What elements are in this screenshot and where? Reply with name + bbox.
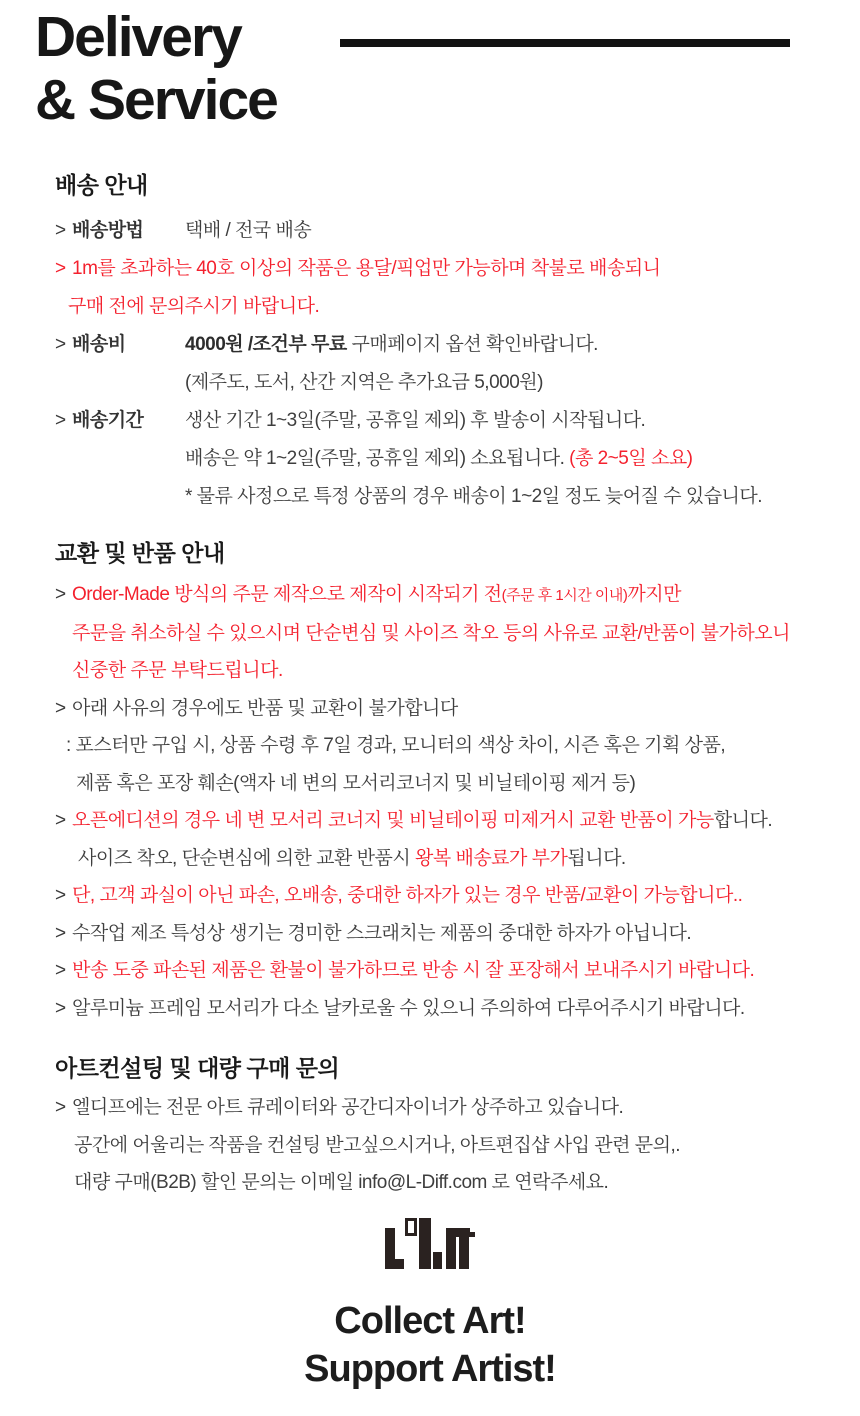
exchange-item-open-edition xyxy=(55,802,820,877)
section-art-consulting xyxy=(55,1053,820,1202)
consulting-text xyxy=(72,1089,820,1202)
shipping-method-row xyxy=(55,212,820,250)
exchange-item6-text: 반송 도중 파손된 제품은 환불이 불가하므로 반송 시 잘 포장해서 보내주시기 바랍니다. xyxy=(72,960,755,981)
logo-block-l-foot xyxy=(385,1259,404,1269)
shipping-fee-line1 xyxy=(185,326,820,364)
exchange-item5-text: 수작업 제조 특성상 생기는 경미한 스크래치는 제품의 중대한 하자가 아닙니다. xyxy=(72,922,692,944)
shipping-period-line2-red: (총 2~5일 소요) xyxy=(569,448,693,469)
logo-block-apostrophe xyxy=(405,1218,417,1236)
consulting-items xyxy=(55,1089,820,1202)
exchange-item-scratch xyxy=(55,915,820,953)
shipping-fee-surcharge: (제주도, 도서, 산간 지역은 추가요금 5,000원) xyxy=(185,372,543,393)
shipping-method-label: 배송방법 xyxy=(72,220,144,241)
bullet: > xyxy=(55,220,66,241)
page-title xyxy=(35,6,860,132)
consulting-line3: 대량 구매(B2B) 할인 문의는 이메일 info@L-Diff.com 로 연락주세요. xyxy=(74,1172,609,1193)
shipping-fee-amount: 4000원 /조건부 무료 xyxy=(185,334,347,355)
consulting-line2: 공간에 어울리는 작품을 컨설팅 받고싶으시거나, 아트편집샵 사입 관련 문의,. xyxy=(74,1134,681,1156)
shipping-period-label: 배송기간 xyxy=(72,410,144,431)
exchange-item7-text: 알루미늄 프레임 모서리가 다소 날카로울 수 있으니 주의하여 다루어주시기 바랍니다. xyxy=(72,997,745,1019)
exchange-item1-small: (주문 후 1시간 이내) xyxy=(501,587,628,604)
exchange-item3-red1: 오픈에디션의 경우 네 변 모서리 코너지 및 비닐테이핑 미제거시 교환 반품이 가능 xyxy=(72,810,714,831)
exchange-item3-black1: 합니다. xyxy=(713,810,773,831)
footer-slogan xyxy=(0,1297,860,1393)
exchange-item-aluminum-frame xyxy=(55,990,820,1028)
exchange-item1-red1: Order-Made 방식의 주문 제작으로 제작이 시작되기 전 xyxy=(72,584,502,605)
l-diff-logo-icon xyxy=(385,1218,475,1269)
exchange-item-no-return-cases xyxy=(55,690,820,803)
logo-block-ff-right-leg xyxy=(459,1228,469,1269)
logo-block-i-dot xyxy=(433,1252,442,1269)
shipping-period-line3: * 물류 사정으로 특정 상품의 경우 배송이 1~2일 정도 늦어질 수 있습니다. xyxy=(185,486,763,507)
shipping-notice-line1: 1m를 초과하는 40호 이상의 작품은 용달/픽업만 가능하며 착불로 배송되니 xyxy=(72,258,661,279)
slogan-line2: Support Artist! xyxy=(304,1347,556,1390)
shipping-heading: 배송 안내 xyxy=(55,172,148,198)
exchange-item3-text xyxy=(72,802,820,877)
exchange-heading: 교환 및 반품 안내 xyxy=(55,540,225,566)
bullet: > xyxy=(55,410,66,431)
exchange-item2-line3: 제품 혹은 포장 훼손(액자 네 변의 모서리코너지 및 비닐테이핑 제거 등) xyxy=(76,772,636,794)
bullet: > xyxy=(55,997,66,1019)
page-title-line2: & Service xyxy=(35,68,277,132)
bullet: > xyxy=(55,697,66,719)
consulting-row xyxy=(55,1089,820,1202)
section-exchange-return xyxy=(55,538,820,1027)
exchange-item1-line1 xyxy=(72,576,820,615)
exchange-item2-line2: : 포스터만 구입 시, 상품 수령 후 7일 경과, 모니터의 색상 차이, 시즌 혹은 기획 상품, xyxy=(66,735,726,756)
exchange-item3-line2-red: 왕복 배송료가 부가 xyxy=(414,847,568,869)
exchange-item1-red2: 까지만 xyxy=(627,584,681,605)
page-title-line1: Delivery xyxy=(35,5,241,69)
shipping-period-line2-black: 배송은 약 1~2일(주말, 공휴일 제외) 소요됩니다. xyxy=(185,448,570,469)
exchange-item-customer-fault xyxy=(55,877,820,915)
shipping-notice-text xyxy=(68,250,820,326)
exchange-item-order-made xyxy=(55,576,820,690)
shipping-period-line1: 생산 기간 1~3일(주말, 공휴일 제외) 후 발송이 시작됩니다. xyxy=(185,410,646,431)
exchange-item1-line3: 신중한 주문 부탁드립니다. xyxy=(72,660,283,681)
shipping-rows xyxy=(55,212,820,516)
exchange-item1-text xyxy=(72,576,820,690)
shipping-period-value xyxy=(185,402,820,516)
shipping-period-row xyxy=(55,402,820,516)
exchange-item4-text: 단, 고객 과실이 아닌 파손, 오배송, 중대한 하자가 있는 경우 반품/교환이 가능합니다.. xyxy=(72,885,743,906)
bullet: > xyxy=(55,584,66,605)
exchange-item2-text xyxy=(66,690,820,803)
bullet: > xyxy=(55,1097,66,1118)
shipping-period-line2 xyxy=(185,440,820,478)
exchange-item3-line2 xyxy=(78,840,820,878)
shipping-method-value: 택배 / 전국 배송 xyxy=(185,220,312,241)
consulting-heading: 아트컨설팅 및 대량 구매 문의 xyxy=(55,1055,340,1081)
exchange-item3-line2-black2: 됩니다. xyxy=(567,847,626,869)
exchange-item1-line2: 주문을 취소하실 수 있으시며 단순변심 및 사이즈 착오 등의 사유로 교환/반품이 불가하오니 xyxy=(72,622,790,644)
exchange-items xyxy=(55,576,820,1027)
consulting-line1: 엘디프에는 전문 아트 큐레이터와 공간디자이너가 상주하고 있습니다. xyxy=(72,1097,624,1118)
page-header xyxy=(0,0,860,132)
logo-block-ff-nub xyxy=(469,1232,475,1237)
shipping-notice-line2: 구매 전에 문의주시기 바랍니다. xyxy=(68,296,320,317)
shipping-fee-label: 배송비 xyxy=(72,334,126,355)
exchange-item3-line1 xyxy=(72,802,820,840)
exchange-item3-line2-black1: 사이즈 착오, 단순변심에 의한 교환 반품시 xyxy=(78,847,415,869)
shipping-notice-row xyxy=(55,250,820,326)
bullet: > xyxy=(55,885,66,906)
shipping-fee-row xyxy=(55,326,820,402)
shipping-fee-value xyxy=(185,326,820,402)
bullet: > xyxy=(55,960,66,981)
slogan-line1: Collect Art! xyxy=(334,1299,526,1342)
logo-block-d-bar xyxy=(419,1218,431,1269)
section-shipping xyxy=(55,170,820,516)
bullet: > xyxy=(55,810,66,831)
exchange-item-return-damage xyxy=(55,952,820,990)
bullet: > xyxy=(55,922,66,944)
shipping-fee-rest: 구매페이지 옵션 확인바랍니다. xyxy=(346,334,598,355)
exchange-item2-line1: 아래 사유의 경우에도 반품 및 교환이 불가합니다 xyxy=(72,697,458,719)
bullet: > xyxy=(55,334,66,355)
bullet: > xyxy=(55,258,66,279)
title-rule-line xyxy=(340,39,790,47)
